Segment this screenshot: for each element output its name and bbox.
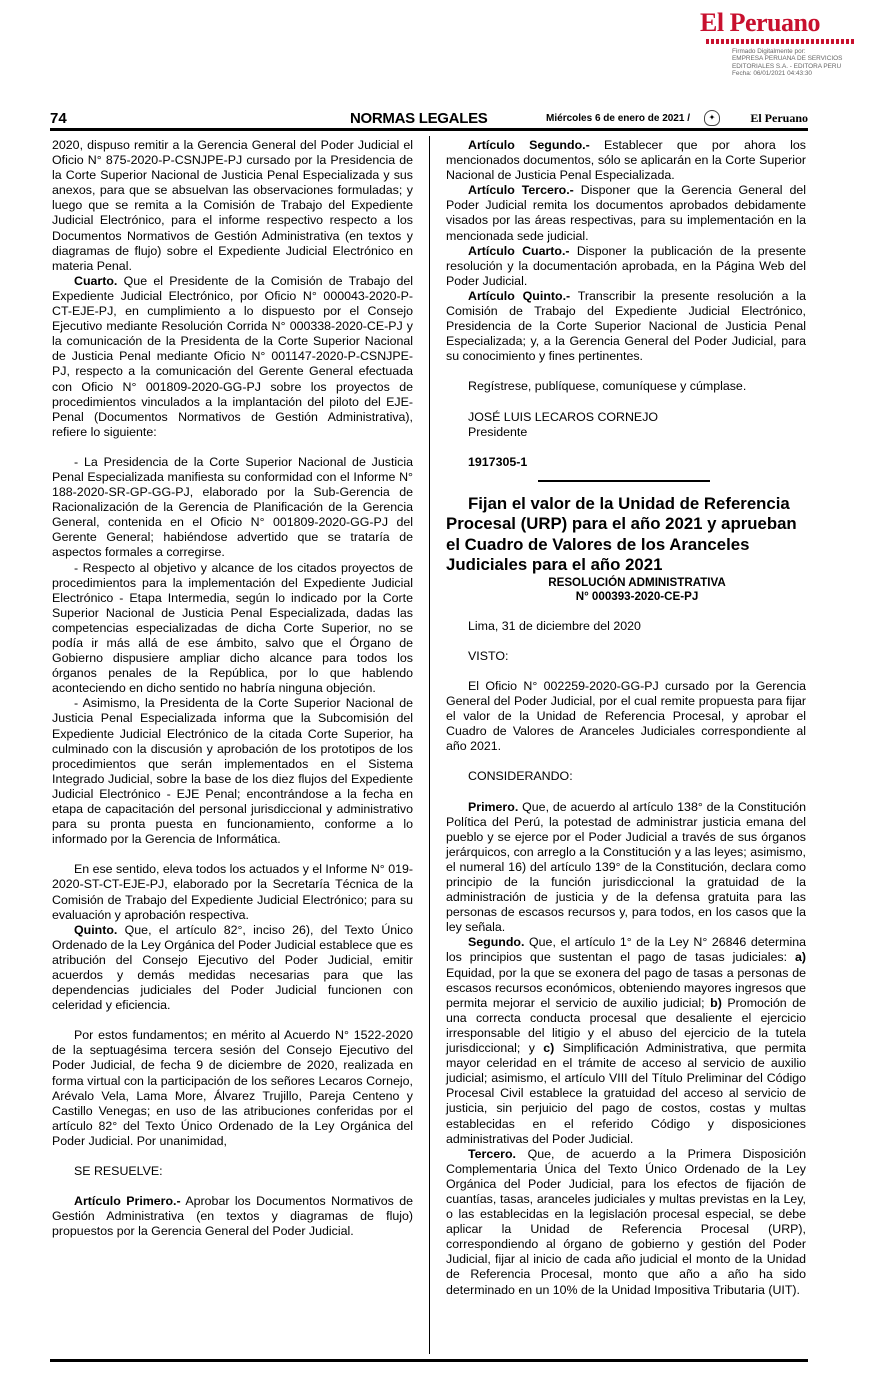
article-text: Establecer que por ahora los mencionados documentos, sólo se aplicarán en la Corte Superior Nacional de Justicia Penal Especializada. — [446, 138, 806, 183]
paragraph: En ese sentido, eleva todos los actuados y el Informe N° 019-2020-ST-CT-EJE-PJ, elaborado por la Secretaría Técnica de la Comisión de Trabajo del Expediente Judicial Electrónico; para su evaluación y aprobación respectiva. — [52, 862, 414, 922]
paragraph — [446, 935, 806, 1146]
item-mark: a) — [794, 950, 806, 965]
paragraph-lead: Primero. — [468, 799, 519, 814]
signer-name: JOSÉ LUIS LECAROS CORNEJO — [468, 409, 659, 424]
signature-line: Firmado Digitalmente por: — [732, 48, 806, 55]
article-text: Aprobar los Documentos Normativos de Gestión Administrativa (en textos y diagramas de flujo) propuestos por la Gerencia General del Poder Judicial. — [52, 1194, 413, 1239]
signature-line: EMPRESA PERUANA DE SERVICIOS — [732, 55, 843, 63]
article — [446, 138, 806, 183]
signature-line: Fecha: 06/01/2021 04:43:30 — [732, 69, 812, 77]
left-column — [52, 138, 413, 1239]
paragraph-text: Que el Presidente de la Comisión de Trabajo del Expediente Judicial Electrónico, por Oficio N° 000043-2020-P-CT-EJE-PJ, en cumplimiento a lo dispuesto por el Consejo Ejecutivo mediante Resolución Corrida N° 000338-2020-CE-PJ y la comunicación de la Presidenta de la Corte Superior Nacional de Justicia Penal mediante Oficio N° 001147-2020-P-CSNJPE-PJ, respecto a la comunicación del Gerente General efectuada con Oficio N° 001809-2020-GG-PJ sobre los proyectos de procedimientos vinculados a la implantación del piloto del EJE-Penal (Documentos Normativos de Gestión Administrativa), refiere lo siguiente: — [52, 273, 413, 439]
paragraph-text: Que, el artículo 1° de la Ley N° 26846 determina los principios que sustentan el pago de tasas judiciales: — [446, 935, 806, 965]
page-number: 74 — [50, 110, 67, 127]
resolution-type: RESOLUCIÓN ADMINISTRATIVA — [548, 575, 726, 589]
section-title: NORMAS LEGALES — [350, 110, 488, 127]
digital-signature — [732, 48, 862, 77]
paragraph-text: Que, de acuerdo al artículo 138° de la Constitución Política del Perú, la potestad de administrar justicia emana del pueblo y se ejerce por el Poder Judicial a través de sus órganos jerárquicos, con arreglo a la Constitución y a las leyes; asimismo, el numeral 16) del artículo 139° de la Constitución, declara como principio de la función jurisdiccional la gratuidad de la administración de justicia y de la defensa gratuita para las personas de escasos recursos y, para todos, en los casos que la ley señala. — [446, 799, 806, 935]
section-separator — [538, 480, 710, 482]
paragraph: - Respecto al objetivo y alcance de los citados proyectos de procedimientos para la implementación del Expediente Judicial Electrónico - Etapa Intermedia, según lo indicado por la Corte Superior Nacional de Justicia Penal Especializada, dadas las competencias especializadas de dicha Corte Superior, no se podía ir más allá de ese ámbito, salvo que el Órgano de Gobierno dispusiere ampliar dicho alcance para todos los órganos penales de la República, por lo que hablendo aconteciendo en dicho sentido no habría ninguna objeción. — [52, 560, 413, 696]
paragraph-text: Promoción de una correcta conducta procesal que desaliente el ejercicio irresponsable del litigio y el abuso del ejercicio de la tutela jurisdiccional; y — [446, 995, 806, 1056]
article-lead: Artículo Primero.- — [74, 1194, 181, 1209]
paragraph — [52, 923, 413, 1014]
paragraph-text: Equidad, por la que se exonera del pago de tasas a personas de escasos recursos económicos, obteniendo mayores ingresos que permita mejorar el servicio de auxilio judicial; — [446, 965, 806, 1010]
signer-role: Presidente — [468, 424, 528, 439]
paragraph: Por estos fundamentos; en mérito al Acuerdo N° 1522-2020 de la septuagésima tercera sesión del Consejo Ejecutivo del Poder Judicial, de fecha 9 de diciembre de 2020, realizada en forma virtual con la participación de los señores Lecaros Cornejo, Arévalo Vela, Lama More, Álvarez Trujillo, Pareja Centeno y Castillo Venegas; en uso de las atribuciones conferidas por el artículo 82° del Texto Único Ordenado de la Ley Orgánica del Poder Judicial. Por unanimidad, — [52, 1028, 413, 1148]
header-rule — [50, 128, 808, 131]
signature-line: EDITORIALES S.A. - EDITORA PERU — [732, 62, 842, 70]
paragraph — [446, 800, 806, 936]
paragraph-lead: Tercero. — [468, 1146, 516, 1161]
paragraph: - La Presidencia de la Corte Superior Nacional de Justicia Penal Especializada manifiesta su conformidad con el Informe N° 188-2020-SR-GP-GG-PJ, elaborado por la Sub-Gerencia de Racionalización de la Gerencia de Planificación de la Gerencia General, contenida en el Oficio N° 001809-2020-GG-PJ del Gerente General; habiéndose advertido que se trataría de aspectos formales a corregirse. — [52, 454, 413, 560]
article — [446, 183, 806, 243]
logo-text: El Peruano — [700, 8, 820, 37]
article-text: Transcribir la presente resolución a la Comisión de Trabajo del Expediente Judicial Electrónico, Presidencia de la Corte Superior Nacional de Justicia Penal Especializada; y, a la Gerencia General del Poder Judicial, para su conocimiento y fines pertinentes. — [446, 288, 806, 364]
publication-code — [446, 455, 806, 470]
code-text: 1917305-1 — [468, 454, 528, 469]
header-brand: El Peruano — [750, 111, 808, 125]
article-lead: Artículo Cuarto.- — [468, 243, 570, 258]
paragraph-text: Que, de acuerdo a la Primera Disposición Complementaria Única del Texto Único Ordenado de la Ley Orgánica del Poder Judicial, para los efectos de fijación de cuantías, tasas, aranceles judiciales y multas previstas en la Ley, o las establecidas en la legislación procesal especial, se debe aplicar la Unidad de Referencia Procesal (URP), correspondiendo al órgano de gobierno y gestión del Poder Judicial, fijar al inicio de cada año judicial el monto de la Unidad de Referencia Procesal, monto que año a año ha sido determinado en un 10% de la Unidad Impositiva Tributaria (UIT). — [446, 1146, 806, 1297]
right-column — [446, 138, 806, 1298]
paragraph-lead: Quinto. — [74, 922, 118, 937]
paragraph — [446, 1147, 806, 1298]
paragraph: - Asimismo, la Presidenta de la Corte Superior Nacional de Justicia Penal Especializada informa que la Subcomisión del Expediente Judicial Electrónico de la citada Corte Superior, ha culminado con la discusión y aprobación de los prototipos de los procedimientos que serán implementados en el Sistema Integrado Judicial, sobre la base de los diez flujos del Expediente Judicial Electrónico - EJE Penal; encontrándose a la fecha en etapa de capacitación del personal jurisdiccional y administrativo para su pronta puesta en funcionamiento, conforme a lo informado por la Gerencia de Informática. — [52, 696, 413, 847]
paragraph-lead: Segundo. — [468, 935, 525, 950]
considerando-heading: CONSIDERANDO: — [468, 769, 573, 784]
article-text: Disponer la publicación de la presente resolución y la documentación aprobada, en la Página Web del Poder Judicial. — [446, 243, 807, 288]
column-divider — [429, 136, 430, 1354]
article-lead: Artículo Quinto.- — [468, 288, 571, 303]
footer-rule — [50, 1359, 808, 1362]
crest-icon: ✦ — [704, 110, 720, 126]
article-lead: Artículo Segundo.- — [468, 138, 590, 152]
place-date: Lima, 31 de diciembre del 2020 — [468, 618, 641, 633]
logo-stripes — [706, 39, 856, 44]
page-header — [50, 110, 808, 128]
visto-heading: VISTO: — [468, 648, 509, 663]
paragraph-text: Que, el artículo 82°, inciso 26), del Texto Único Ordenado de la Ley Orgánica del Poder Judicial establece que es atribución del Consejo Ejecutivo del Poder Judicial, emitir acuerdos y demás medidas necesarias para que las dependencias judiciales del Poder Judicial funcionen con celeridad y eficiencia. — [52, 922, 413, 1013]
article — [446, 244, 806, 289]
item-mark: c) — [543, 1041, 555, 1056]
closing-formula: Regístrese, publíquese, comuníquese y cúmplase. — [468, 379, 747, 394]
article-lead: Artículo Tercero.- — [468, 183, 574, 198]
paragraph: El Oficio N° 002259-2020-GG-PJ cursado por la Gerencia General del Poder Judicial, por el cual remite propuesta para fijar el valor de la Unidad de Referencia Procesal, y aprobar el Cuadro de Valores de Aranceles Judiciales correspondiente al año 2021. — [446, 678, 806, 754]
paragraph-lead: Cuarto. — [74, 273, 118, 288]
paragraph: 2020, dispuso remitir a la Gerencia General del Poder Judicial el Oficio N° 875-2020-P-CSNJPE-PJ cursado por la Presidencia de la Corte Superior Nacional de Justicia Penal Especializada y sus anexos, para que se absuelvan las observaciones formuladas; y luego que se remita a la Comisión de Trabajo del Expediente Judicial Electrónico, para el informe respectivo respecto a los Documentos Normativos de Gestión Administrativa (en textos y diagramas de flujo) sobre el Expediente Judicial Electrónico en materia Penal. — [52, 138, 413, 273]
resolution-title: Fijan el valor de la Unidad de Referencia Procesal (URP) para el año 2021 y aprueban el Cuadro de Valores de los Aranceles Judiciales para el año 2021 — [446, 493, 797, 575]
issue-date: Miércoles 6 de enero de 2021 / — [546, 113, 690, 124]
article — [446, 289, 806, 364]
item-mark: b) — [710, 995, 722, 1010]
article-text: Disponer que la Gerencia General del Poder Judicial remita los documentos aprobados debidamente visados por las áreas respectivas, para su implementación en la mencionada sede judicial. — [446, 183, 806, 243]
resolve-heading: SE RESUELVE: — [74, 1164, 163, 1178]
article — [52, 1194, 413, 1239]
paragraph — [52, 274, 413, 440]
resolution-number: N° 000393-2020-CE-PJ — [575, 589, 699, 603]
paragraph-text: Simplificación Administrativa, que permita mayor celeridad en el trámite de acceso al servicio de auxilio judicial; asimismo, el artículo VIII del Título Preliminar del Código Procesal Civil establece la gratuidad del acceso al servicio de justicia, sin perjuicio del pago de costos, costas y multas establecidas en el referido Código y disposiciones administrativas del Poder Judicial. — [446, 1041, 806, 1146]
